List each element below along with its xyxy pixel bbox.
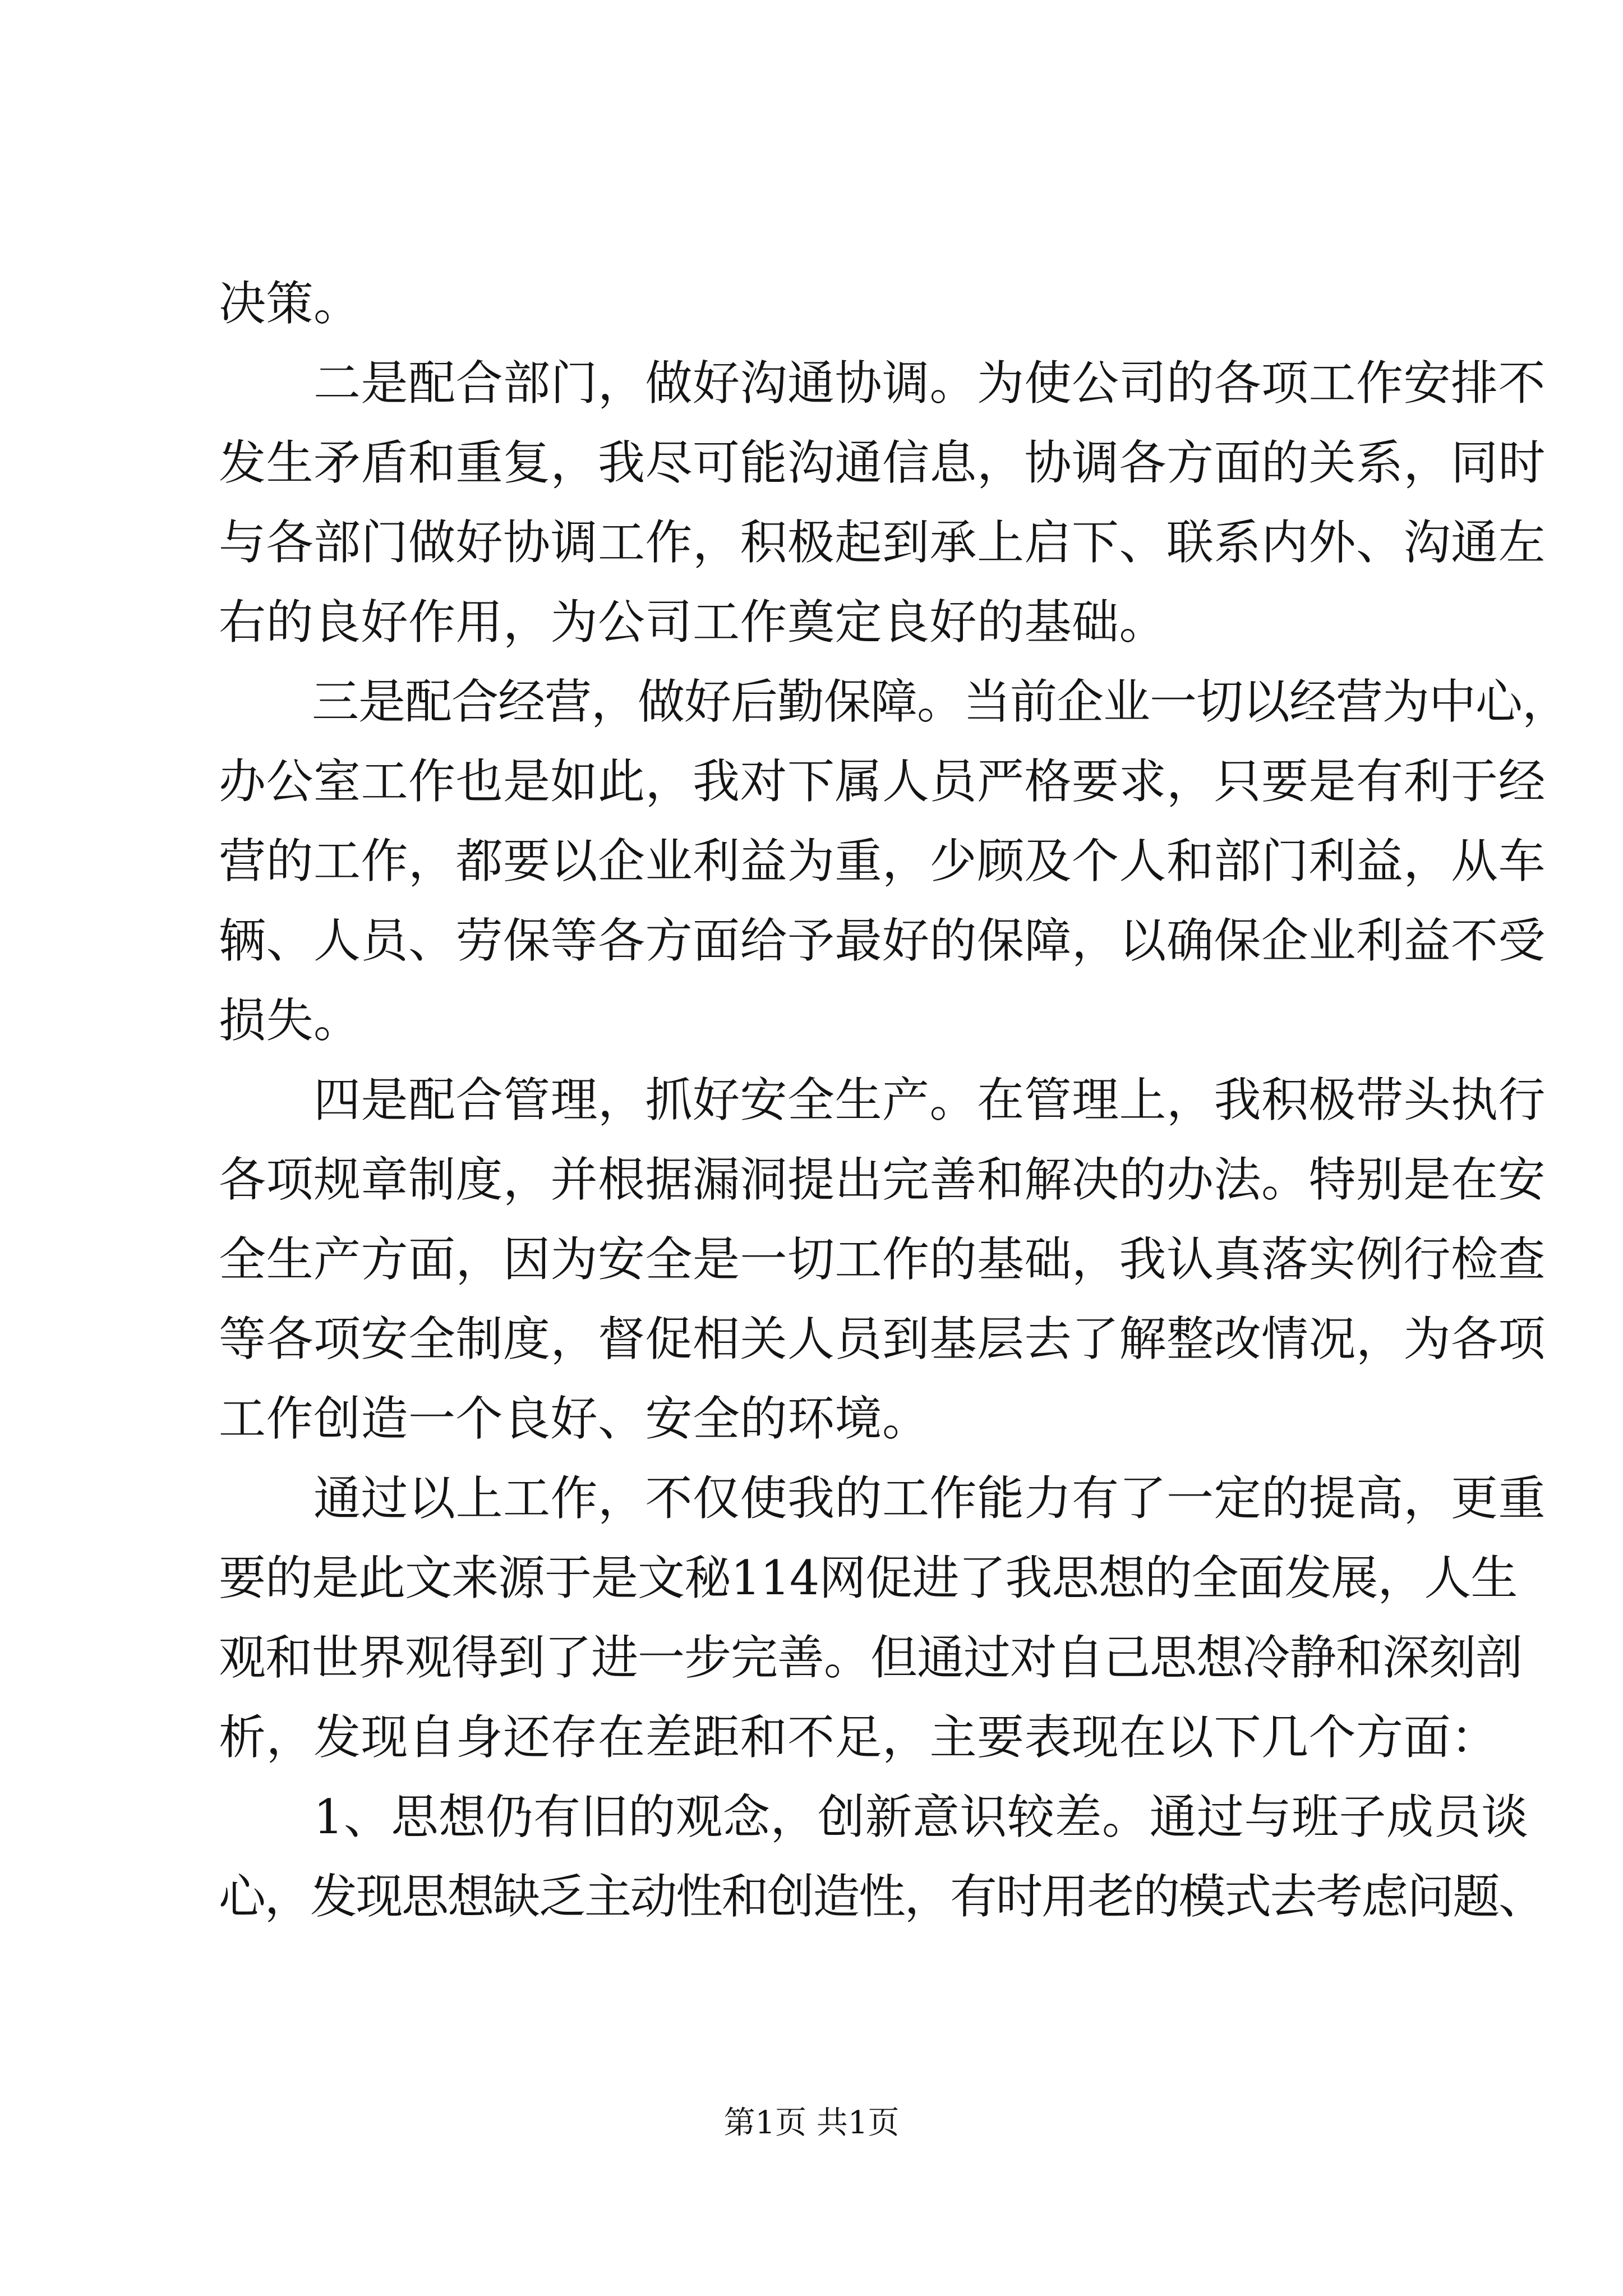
text-line: 发生矛盾和重复，我尽可能沟通信息，协调各方面的关系，同时 — [219, 435, 1546, 490]
text-line: 全生产方面，因为安全是一切工作的基础，我认真落实例行检查 — [219, 1232, 1546, 1287]
text-line: 决策。 — [219, 276, 361, 331]
text-line: 二是配合部门，做好沟通协调。为使公司的各项工作安排不 — [219, 356, 1546, 411]
text-line: 通过以上工作，不仅使我的工作能力有了一定的提高，更重 — [219, 1471, 1546, 1526]
text-line: 与各部门做好协调工作，积极起到承上启下、联系内外、沟通左 — [219, 515, 1546, 570]
text-line: 三是配合经营，做好后勤保障。当前企业一切以经营为中心， — [219, 674, 1569, 729]
text-line: 四是配合管理，抓好安全生产。在管理上，我积极带头执行 — [219, 1073, 1546, 1128]
text-line: 心，发现思想缺乏主动性和创造性，有时用老的模式去考虑问题、 — [219, 1869, 1544, 1924]
text-line: 办公室工作也是如此，我对下属人员严格要求，只要是有利于经 — [219, 754, 1546, 809]
text-line: 工作创造一个良好、安全的环境。 — [219, 1391, 930, 1446]
text-line: 等各项安全制度，督促相关人员到基层去了解整改情况，为各项 — [219, 1312, 1546, 1366]
text-line: 辆、人员、劳保等各方面给予最好的保障，以确保企业利益不受 — [219, 913, 1546, 968]
text-line: 析，发现自身还存在差距和不足，主要表现在以下几个方面： — [219, 1710, 1498, 1765]
text-line: 要的是此文来源于是文秘114网促进了我思想的全面发展，人生 — [219, 1550, 1518, 1605]
text-line: 1、思想仍有旧的观念，创新意识较差。通过与班子成员谈 — [219, 1789, 1529, 1844]
text-line: 损失。 — [219, 993, 361, 1048]
text-line: 营的工作，都要以企业利益为重，少顾及个人和部门利益，从车 — [219, 834, 1546, 889]
page-number-footer: 第1页 共1页 — [723, 2105, 900, 2141]
text-line: 右的良好作用，为公司工作奠定良好的基础。 — [219, 595, 1167, 650]
text-line: 各项规章制度，并根据漏洞提出完善和解决的办法。特别是在安 — [219, 1152, 1546, 1207]
text-line: 观和世界观得到了进一步完善。但通过对自己思想冷静和深刻剖 — [219, 1630, 1523, 1685]
document-body — [219, 264, 1569, 1936]
